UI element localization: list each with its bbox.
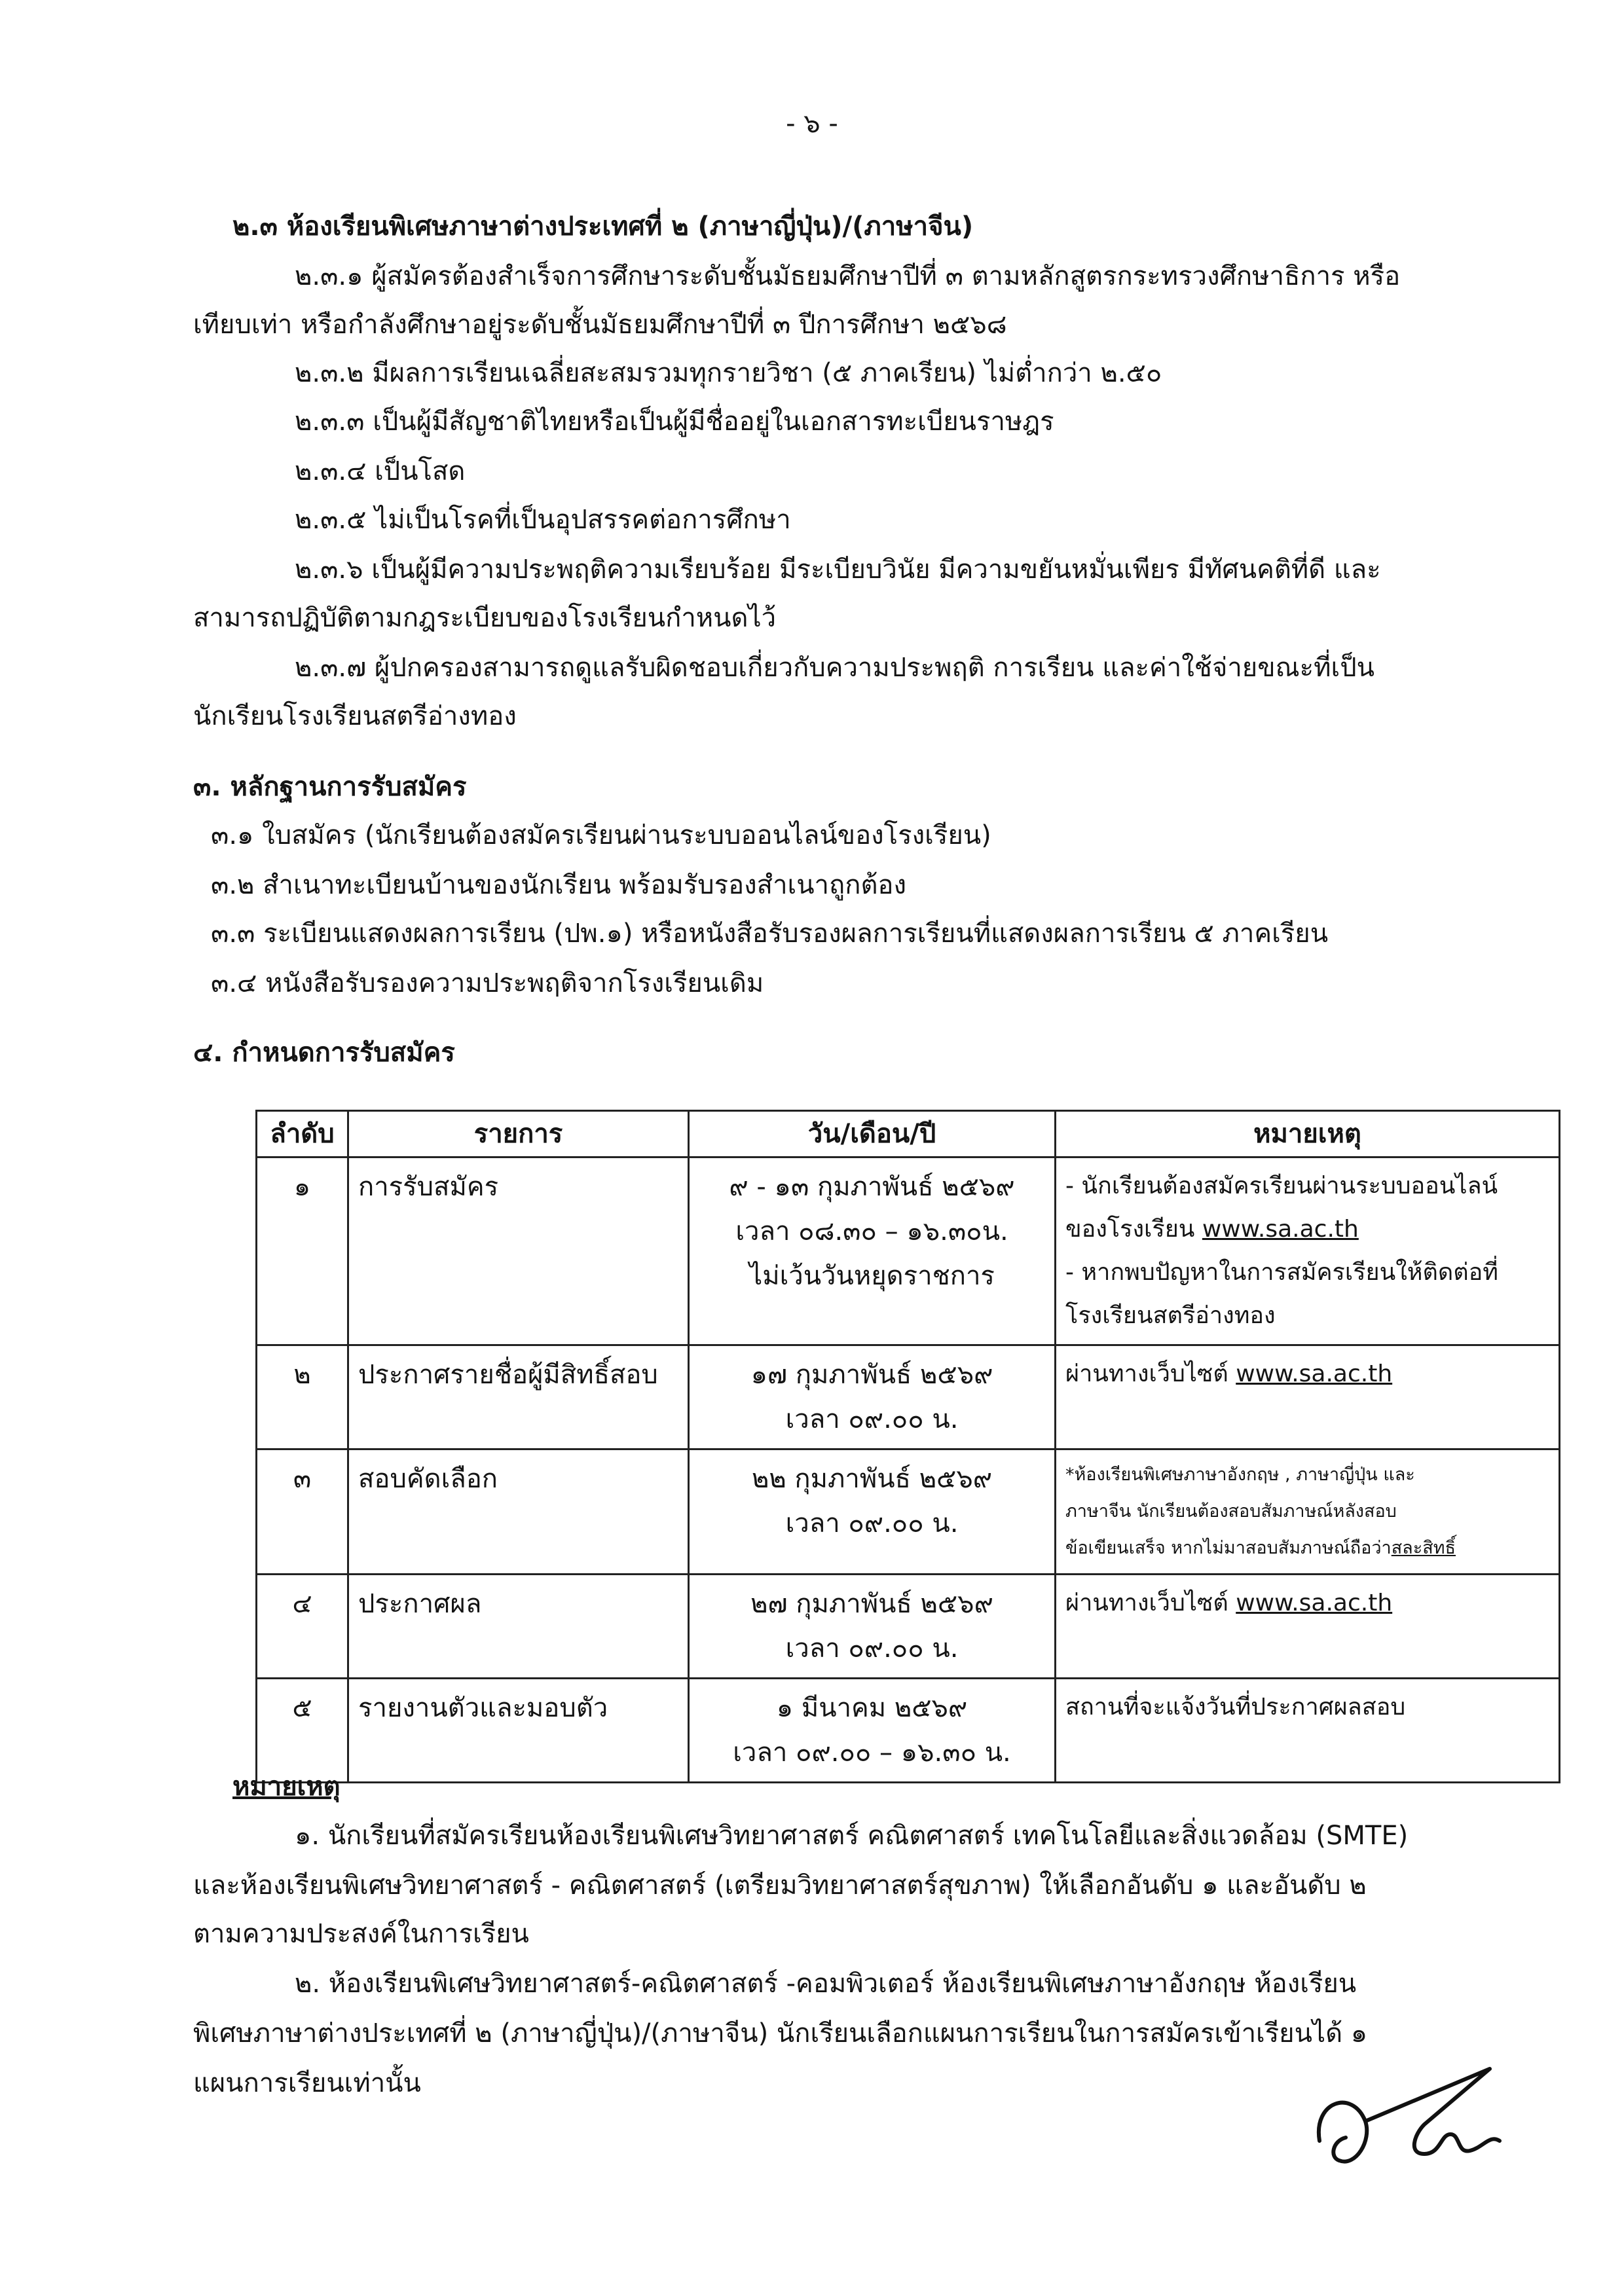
item-2-3-2: ๒.๓.๒ มีผลการเรียนเฉลี่ยสะสมรวมทุกรายวิชา (๕ ภาคเรียน) ไม่ต่ำกว่า ๒.๕๐ [295,358,1162,388]
table-row [257,1679,1560,1783]
table-row [257,1157,1560,1345]
row-remark [1056,1157,1560,1345]
row-number: ๕ [257,1679,348,1783]
item-2-3-5: ๒.๓.๕ ไม่เป็นโรคที่เป็นอุปสรรคต่อการศึกษา [295,505,791,535]
time-line: เวลา ๐๙.๐๐ น. [785,1404,959,1434]
remark-line: - นักเรียนต้องสมัครเรียนผ่านระบบออนไลน์ [1065,1173,1498,1199]
remark-line [1065,1208,1549,1251]
remark-line: โรงเรียนสตรีอ่างทอง [1065,1302,1276,1329]
section-2-3-heading: ๒.๓ ห้องเรียนพิเศษภาษาต่างประเทศที่ ๒ (ภาษาญี่ปุ่น)/(ภาษาจีน) [232,211,974,242]
row-item: ประกาศผล [348,1575,689,1679]
row-remark [1056,1449,1560,1575]
section-4-heading: ๔. กำหนดการรับสมัคร [193,1038,455,1068]
item-2-3-6-line-1: ๒.๓.๖ เป็นผู้มีความประพฤติความเรียบร้อย มีระเบียบวินัย มีความขยันหมั่นเพียร มีทัศนคติที่ดี และ [295,555,1381,585]
page-number: - ๖ - [786,109,838,139]
row-date [689,1449,1056,1575]
item-2-3-1-line-1: ๒.๓.๑ ผู้สมัครต้องสำเร็จการศึกษาระดับชั้นมัธยมศึกษาปีที่ ๓ ตามหลักสูตรกระทรวงศึกษาธิการ หรือ [295,261,1401,291]
date-line: ๒๗ กุมภาพันธ์ ๒๕๖๙ [750,1589,993,1619]
row-item: การรับสมัคร [348,1157,689,1345]
row-date [689,1345,1056,1449]
item-2-3-7-line-1: ๒.๓.๗ ผู้ปกครองสามารถดูแลรับผิดชอบเกี่ยวกับความประพฤติ การเรียน และค่าใช้จ่ายขณะที่เป็น [295,653,1375,683]
date-line: ๑ มีนาคม ๒๕๖๙ [776,1693,968,1723]
remark-line: - หากพบปัญหาในการสมัครเรียนให้ติดต่อที่ [1065,1259,1499,1286]
item-2-3-3: ๒.๓.๓ เป็นผู้มีสัญชาติไทยหรือเป็นผู้มีชื่ออยู่ในเอกสารทะเบียนราษฎร [295,407,1054,437]
note-1-line-2: และห้องเรียนพิเศษวิทยาศาสตร์ - คณิตศาสตร์ (เตรียมวิทยาศาสตร์สุขภาพ) ให้เลือกอันดับ ๑ และอันดับ ๒ [193,1870,1367,1901]
note-1-line-3: ตามความประสงค์ในการเรียน [193,1919,529,1949]
item-3-3: ๓.๓ ระเบียนแสดงผลการเรียน (ปพ.๑) หรือหนังสือรับรองผลการเรียนที่แสดงผลการเรียน ๕ ภาคเรียน [211,919,1329,949]
header-order: ลำดับ [257,1111,348,1157]
remark-line: ภาษาจีน นักเรียนต้องสอบสัมภาษณ์หลังสอบ [1065,1501,1397,1522]
notes-heading: หมายเหตุ [232,1772,341,1802]
row-number: ๑ [257,1157,348,1345]
time-line: เวลา ๐๙.๐๐ – ๑๖.๓๐ น. [733,1738,1011,1768]
header-remark: หมายเหตุ [1056,1111,1560,1157]
website-link[interactable]: www.sa.ac.th [1236,1590,1393,1616]
time-line: เวลา ๐๘.๓๐ – ๑๖.๓๐น. [735,1216,1008,1247]
remark-line [1065,1530,1549,1567]
row-remark [1056,1345,1560,1449]
table-row [257,1449,1560,1575]
note-2-line-3: แผนการเรียนเท่านั้น [193,2068,421,2098]
header-item: รายการ [348,1111,689,1157]
time-line: เวลา ๐๙.๐๐ น. [785,1633,959,1664]
row-remark [1056,1575,1560,1679]
item-3-2: ๓.๒ สำเนาทะเบียนบ้านของนักเรียน พร้อมรับรองสำเนาถูกต้อง [211,870,906,900]
row-item: รายงานตัวและมอบตัว [348,1679,689,1783]
item-2-3-6-line-2: สามารถปฏิบัติตามกฎระเบียบของโรงเรียนกำหนดไว้ [193,603,777,633]
note-2-line-1: ๒. ห้องเรียนพิเศษวิทยาศาสตร์-คณิตศาสตร์ -คอมพิวเตอร์ ห้องเรียนพิเศษภาษาอังกฤษ ห้องเรียน [295,1969,1357,1999]
date-line: ๒๒ กุมภาพันธ์ ๒๕๖๙ [751,1464,993,1494]
signature-image [1293,2062,1509,2193]
note-2-line-2: พิเศษภาษาต่างประเทศที่ ๒ (ภาษาญี่ปุ่น)/(ภาษาจีน) นักเรียนเลือกแผนการเรียนในการสมัครเข้าเรียนได้ ๑ [193,2018,1368,2049]
table-row [257,1345,1560,1449]
schedule-table [255,1110,1560,1783]
item-3-4: ๓.๔ หนังสือรับรองความประพฤติจากโรงเรียนเดิม [211,968,764,998]
row-remark: สถานที่จะแจ้งวันที่ประกาศผลสอบ [1056,1679,1560,1783]
item-2-3-4: ๒.๓.๔ เป็นโสด [295,456,466,486]
time-line: เวลา ๐๙.๐๐ น. [785,1508,959,1539]
row-date [689,1679,1056,1783]
date-note-line: ไม่เว้นวันหยุดราชการ [749,1261,995,1291]
remark-text: ข้อเขียนเสร็จ หากไม่มาสอบสัมภาษณ์ถือว่า [1065,1538,1392,1558]
note-1-line-1: ๑. นักเรียนที่สมัครเรียนห้องเรียนพิเศษวิทยาศาสตร์ คณิตศาสตร์ เทคโนโลยีและสิ่งแวดล้อม (SMTE) [295,1821,1409,1851]
item-2-3-1-line-2: เทียบเท่า หรือกำลังศึกษาอยู่ระดับชั้นมัธยมศึกษาปีที่ ๓ ปีการศึกษา ๒๕๖๘ [193,310,1007,340]
remark-line: *ห้องเรียนพิเศษภาษาอังกฤษ , ภาษาญี่ปุ่น และ [1065,1465,1415,1485]
website-link[interactable]: www.sa.ac.th [1202,1216,1359,1243]
item-3-1: ๓.๑ ใบสมัคร (นักเรียนต้องสมัครเรียนผ่านระบบออนไลน์ของโรงเรียน) [211,820,991,850]
forfeit-text: สละสิทธิ์ [1391,1538,1456,1558]
row-date [689,1575,1056,1679]
date-line: ๙ - ๑๓ กุมภาพันธ์ ๒๕๖๙ [729,1172,1015,1202]
row-number: ๔ [257,1575,348,1679]
row-item: ประกาศรายชื่อผู้มีสิทธิ์สอบ [348,1345,689,1449]
remark-text: ผ่านทางเว็บไซต์ [1065,1590,1236,1616]
table-row [257,1575,1560,1679]
website-link[interactable]: www.sa.ac.th [1236,1360,1393,1387]
table-header-row [257,1111,1560,1157]
section-3-heading: ๓. หลักฐานการรับสมัคร [193,772,467,802]
remark-text: ของโรงเรียน [1065,1216,1202,1243]
item-2-3-7-line-2: นักเรียนโรงเรียนสตรีอ่างทอง [193,701,517,731]
row-date [689,1157,1056,1345]
row-number: ๒ [257,1345,348,1449]
remark-text: ผ่านทางเว็บไซต์ [1065,1360,1236,1387]
row-item: สอบคัดเลือก [348,1449,689,1575]
row-number: ๓ [257,1449,348,1575]
header-date: วัน/เดือน/ปี [689,1111,1056,1157]
date-line: ๑๗ กุมภาพันธ์ ๒๕๖๙ [750,1360,993,1390]
